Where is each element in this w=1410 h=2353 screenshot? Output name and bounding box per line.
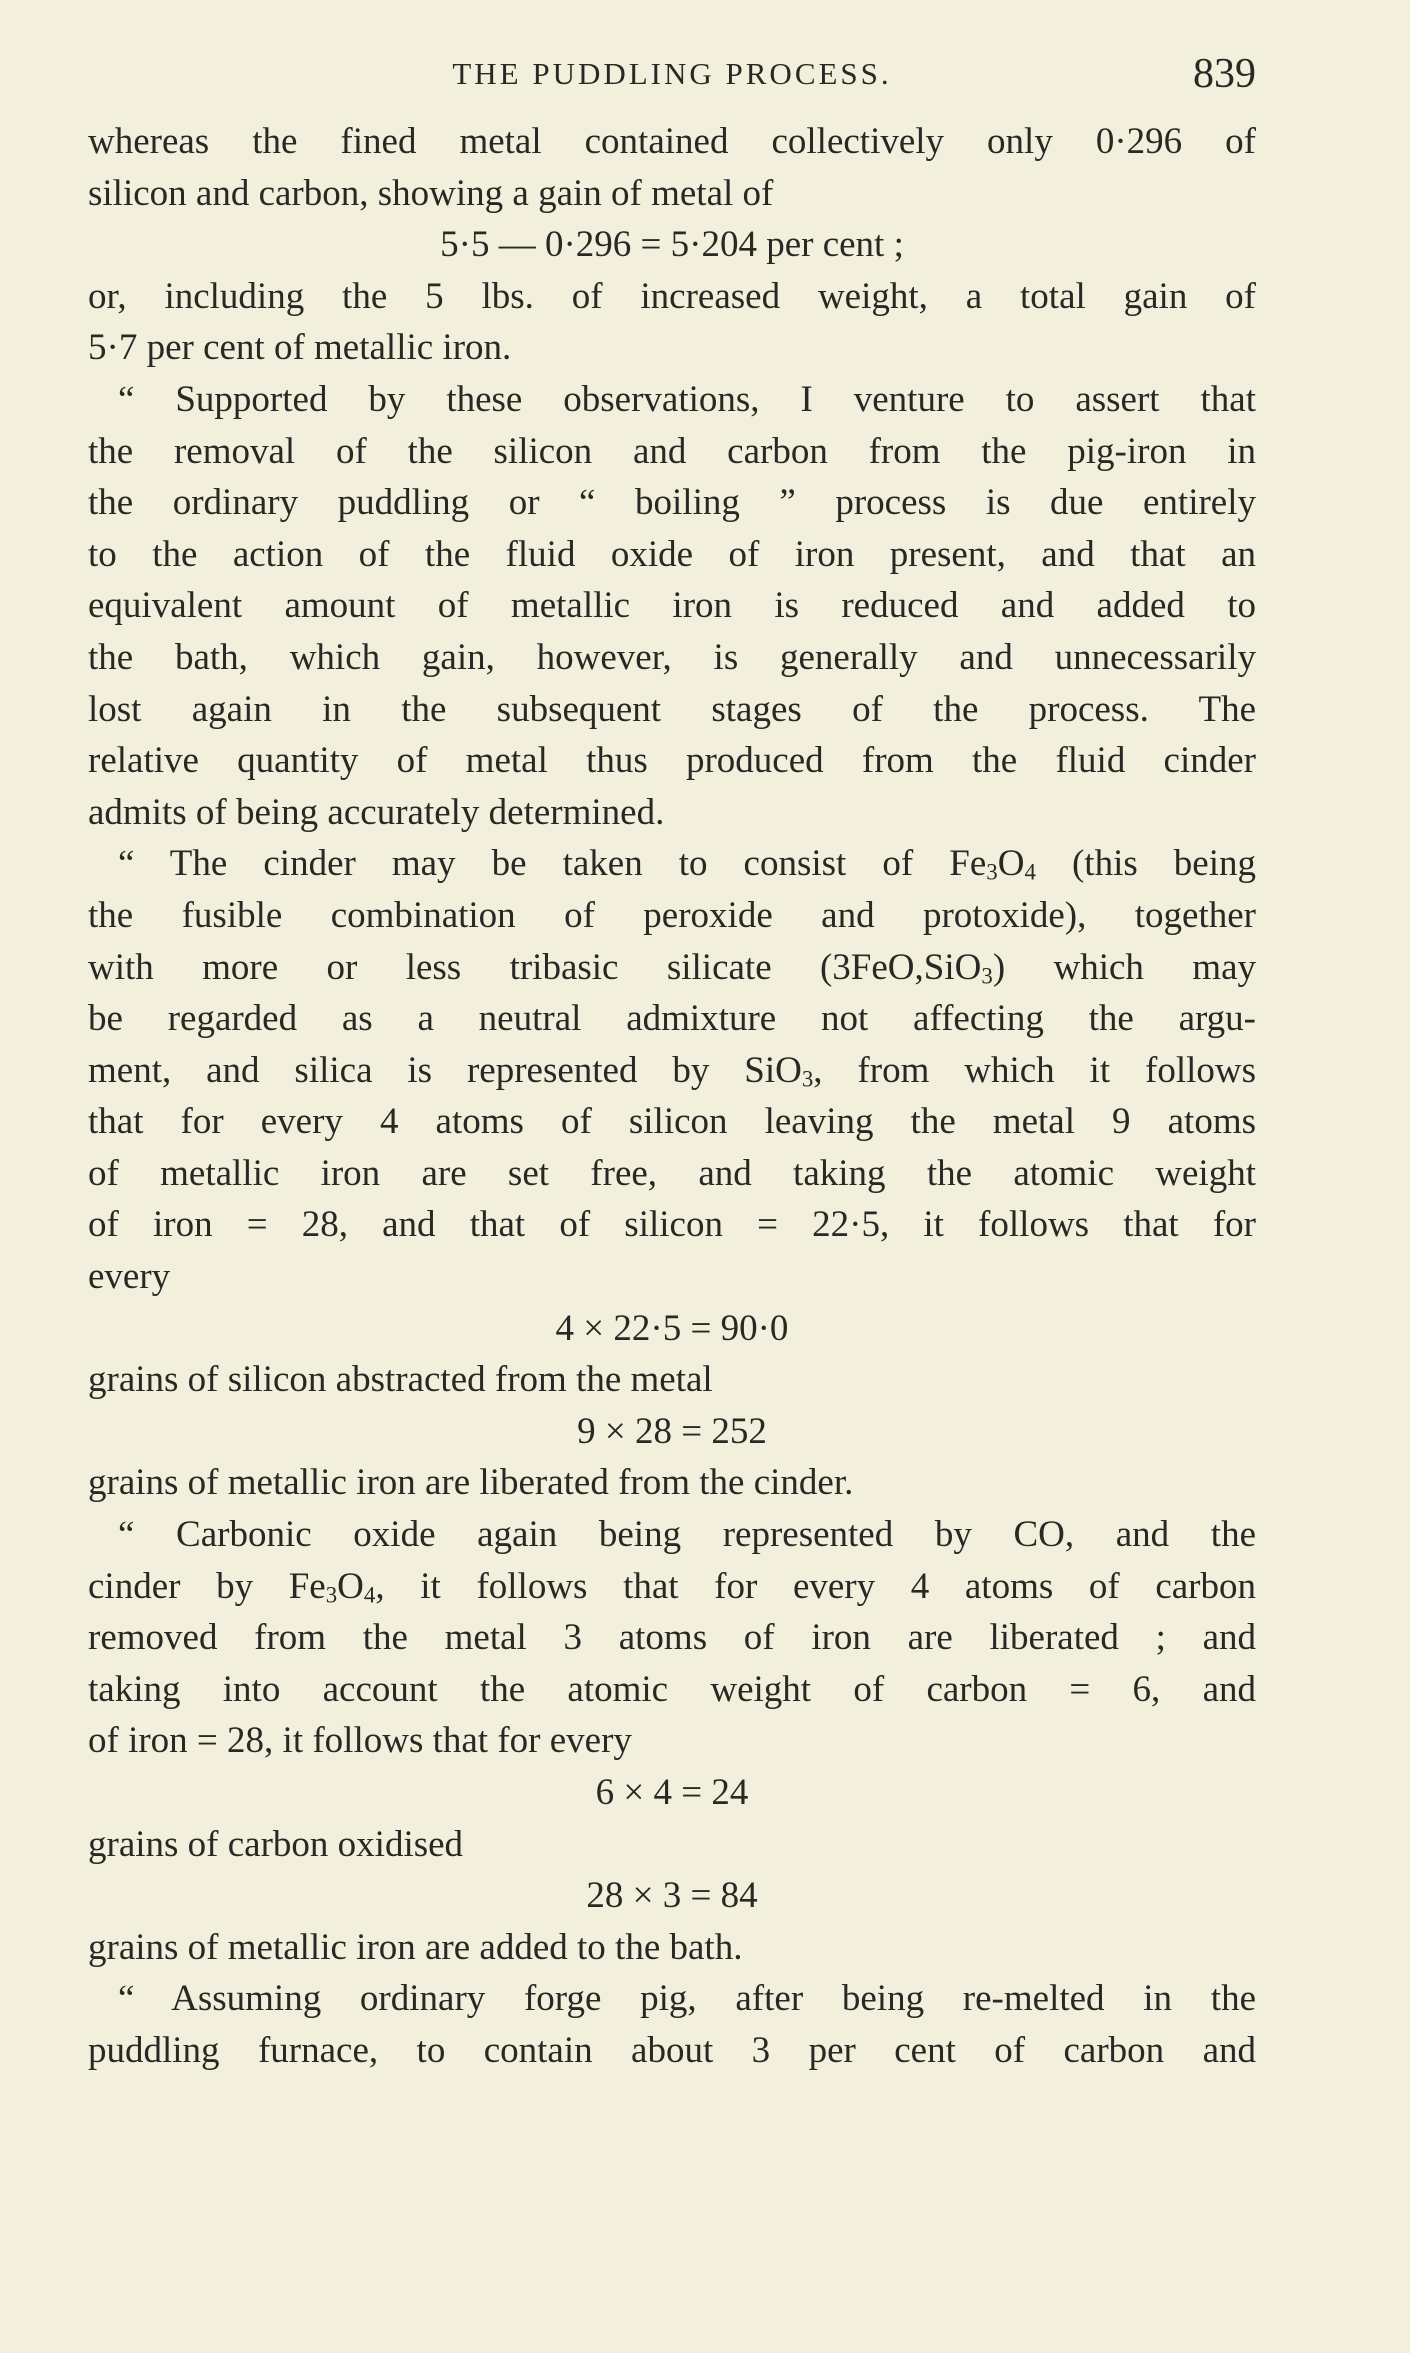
text-segment: ment, and silica is represented by SiO	[88, 1049, 802, 1091]
subscript: 4	[1024, 859, 1036, 885]
book-page	[88, 50, 1256, 2077]
text-line: or, including the 5 lbs. of increased weight, a total gain of	[88, 275, 1256, 317]
text-segment: “ The cinder may be taken to consist of Fe	[118, 843, 987, 885]
text-line: “ Carbonic oxide again being represented by CO, and the	[118, 1514, 1256, 1556]
text-segment: , it follows that for every 4 atoms of carbon	[375, 1565, 1256, 1607]
text-line: relative quantity of metal thus produced from the fluid cinder	[88, 740, 1256, 782]
subscript: 3	[981, 963, 993, 989]
text-line: lost again in the subsequent stages of the process. The	[88, 688, 1256, 730]
text-line: grains of silicon abstracted from the metal	[88, 1359, 713, 1401]
text-line: the bath, which gain, however, is generally and unnecessarily	[88, 636, 1256, 678]
text-line: the removal of the silicon and carbon from the pig-iron in	[88, 430, 1256, 472]
body-text	[88, 116, 1256, 2077]
text-line: grains of metallic iron are added to the bath.	[88, 1926, 743, 1968]
text-line: admits of being accurately determined.	[88, 791, 665, 833]
subscript: 3	[986, 859, 998, 885]
text-line: to the action of the fluid oxide of iron present, and that an	[88, 533, 1256, 575]
text-segment: O	[997, 843, 1025, 885]
page-number: 839	[1193, 51, 1256, 97]
text-segment: O	[337, 1565, 364, 1607]
text-line	[88, 1045, 1256, 1097]
text-segment: with more or less tribasic silicate (3FeO,SiO	[88, 946, 982, 988]
text-line: grains of carbon oxidised	[88, 1823, 464, 1865]
text-line: silicon and carbon, showing a gain of metal of	[88, 172, 774, 214]
text-line: every	[88, 1256, 171, 1298]
text-line	[88, 1561, 1256, 1613]
text-line: 5·7 per cent of metallic iron.	[88, 327, 512, 369]
text-line: removed from the metal 3 atoms of iron are liberated ; and	[88, 1617, 1256, 1659]
subscript: 4	[363, 1582, 376, 1608]
equation-line: 4 × 22·5 = 90·0	[555, 1307, 789, 1349]
running-head: THE PUDDLING PROCESS.	[452, 56, 892, 91]
page-header	[88, 50, 1256, 116]
text-segment: ) which may	[992, 946, 1256, 988]
text-line: of iron = 28, and that of silicon = 22·5, it follows that for	[88, 1204, 1256, 1246]
text-line: whereas the fined metal contained collectively only 0·296 of	[88, 121, 1256, 162]
equation-line: 6 × 4 = 24	[595, 1772, 749, 1813]
subscript: 3	[801, 1066, 814, 1092]
text-line: of iron = 28, it follows that for every	[88, 1720, 632, 1762]
text-line: equivalent amount of metallic iron is reduced and added to	[88, 585, 1256, 627]
text-segment: (this being	[1035, 843, 1256, 885]
text-line: “ Supported by these observations, I venture to assert that	[118, 378, 1256, 420]
text-line: grains of metallic iron are liberated from the cinder.	[88, 1462, 854, 1504]
text-segment: , from which it follows	[813, 1049, 1256, 1091]
text-line: of metallic iron are set free, and taking the atomic weight	[88, 1152, 1256, 1194]
equation-line: 5·5 — 0·296 = 5·204 per cent ;	[440, 224, 904, 266]
text-line: puddling furnace, to contain about 3 per cent of carbon and	[88, 2029, 1256, 2071]
text-line: the ordinary puddling or “ boiling ” process is due entirely	[88, 482, 1256, 524]
text-line: that for every 4 atoms of silicon leaving the metal 9 atoms	[88, 1101, 1256, 1143]
text-line: the fusible combination of peroxide and protoxide), together	[88, 894, 1256, 936]
text-line	[88, 838, 1256, 890]
subscript: 3	[325, 1582, 338, 1608]
equation-line: 9 × 28 = 252	[577, 1410, 767, 1452]
text-line: taking into account the atomic weight of carbon = 6, and	[88, 1668, 1256, 1710]
text-line	[88, 942, 1256, 994]
equation-line: 28 × 3 = 84	[586, 1875, 758, 1917]
text-line: “ Assuming ordinary forge pig, after being re-melted in the	[118, 1978, 1256, 2020]
text-line: be regarded as a neutral admixture not affecting the argu-	[88, 998, 1256, 1040]
text-segment: cinder by Fe	[88, 1565, 326, 1607]
